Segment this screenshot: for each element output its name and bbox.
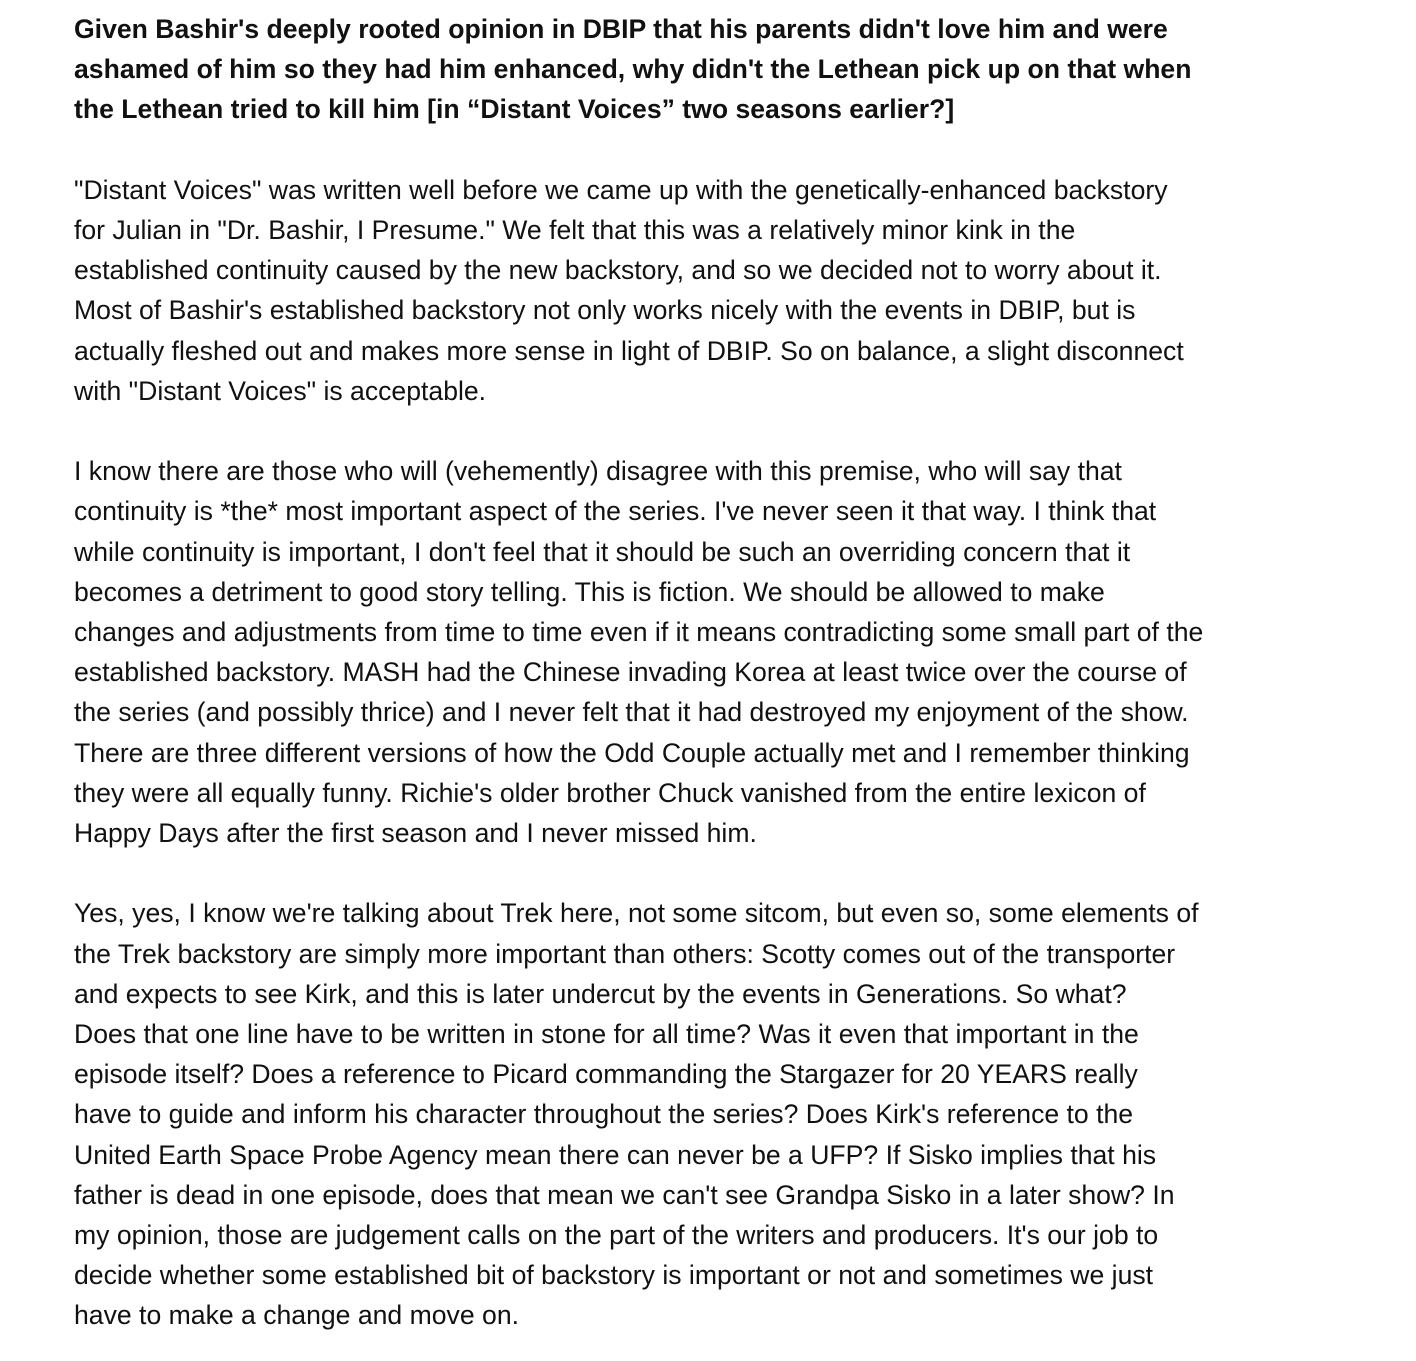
paragraph-line: with "Distant Voices" is acceptable. <box>74 375 487 406</box>
paragraph-line: continuity is *the* most important aspect of the series. I've never seen it that way. I think that <box>74 496 1157 527</box>
paragraph-line: and expects to see Kirk, and this is later undercut by the events in Generations. So what? <box>74 978 1127 1009</box>
paragraph-line: I know there are those who will (vehemently) disagree with this premise, who will say that <box>74 456 1122 487</box>
paragraph-line: while continuity is important, I don't feel that it should be such an overriding concern that it <box>74 536 1131 567</box>
document-page <box>74 9 1374 1336</box>
answer-paragraph-2 <box>74 451 1374 853</box>
answer-paragraph-1 <box>74 170 1374 411</box>
paragraph-line: becomes a detriment to good story telling. This is fiction. We should be allowed to make <box>74 576 1105 607</box>
paragraph-gap <box>74 130 1374 170</box>
question-line: Given Bashir's deeply rooted opinion in DBIP that his parents didn't love him and were <box>74 14 1168 44</box>
paragraph-line: There are three different versions of how the Odd Couple actually met and I remember thinking <box>74 737 1190 768</box>
paragraph-line: my opinion, those are judgement calls on the part of the writers and producers. It's our job to <box>74 1220 1159 1251</box>
question-line: ashamed of him so they had him enhanced, why didn't the Lethean pick up on that when <box>74 54 1192 85</box>
paragraph-line: for Julian in "Dr. Bashir, I Presume." We felt that this was a relatively minor kink in the <box>74 215 1076 245</box>
paragraph-line: the series (and possibly thrice) and I never felt that it had destroyed my enjoyment of the show. <box>74 697 1189 728</box>
paragraph-line: Happy Days after the first season and I never missed him. <box>74 818 757 849</box>
paragraph-line: changes and adjustments from time to time even if it means contradicting some small part of the <box>74 617 1204 648</box>
paragraph-gap <box>74 853 1374 893</box>
paragraph-line: have to make a change and move on. <box>74 1300 520 1331</box>
paragraph-line: "Distant Voices" was written well before we came up with the genetically-enhanced backstory <box>74 174 1168 205</box>
paragraph-line: they were all equally funny. Richie's older brother Chuck vanished from the entire lexicon of <box>74 777 1146 808</box>
paragraph-line: Yes, yes, I know we're talking about Trek here, not some sitcom, but even so, some elements of <box>74 898 1199 929</box>
question-line: the Lethean tried to kill him [in “Distant Voices” two seasons earlier?] <box>74 94 955 125</box>
paragraph-line: established backstory. MASH had the Chinese invading Korea at least twice over the course of <box>74 657 1187 688</box>
answer-paragraph-3 <box>74 893 1374 1335</box>
question-heading <box>74 9 1374 130</box>
paragraph-line: Most of Bashir's established backstory not only works nicely with the events in DBIP, but is <box>74 295 1136 326</box>
paragraph-line: decide whether some established bit of backstory is important or not and sometimes we just <box>74 1260 1154 1291</box>
paragraph-line: Does that one line have to be written in stone for all time? Was it even that important in the <box>74 1019 1139 1050</box>
paragraph-line: have to guide and inform his character throughout the series? Does Kirk's reference to the <box>74 1099 1134 1130</box>
paragraph-gap <box>74 411 1374 451</box>
paragraph-line: the Trek backstory are simply more important than others: Scotty comes out of the transporter <box>74 938 1176 969</box>
paragraph-line: established continuity caused by the new backstory, and so we decided not to worry about it. <box>74 255 1162 286</box>
paragraph-line: father is dead in one episode, does that mean we can't see Grandpa Sisko in a later show? In <box>74 1179 1175 1210</box>
paragraph-line: United Earth Space Probe Agency mean there can never be a UFP? If Sisko implies that his <box>74 1139 1157 1170</box>
paragraph-line: actually fleshed out and makes more sense in light of DBIP. So on balance, a slight disconnect <box>74 335 1184 366</box>
paragraph-line: episode itself? Does a reference to Picard commanding the Stargazer for 20 YEARS really <box>74 1059 1138 1090</box>
